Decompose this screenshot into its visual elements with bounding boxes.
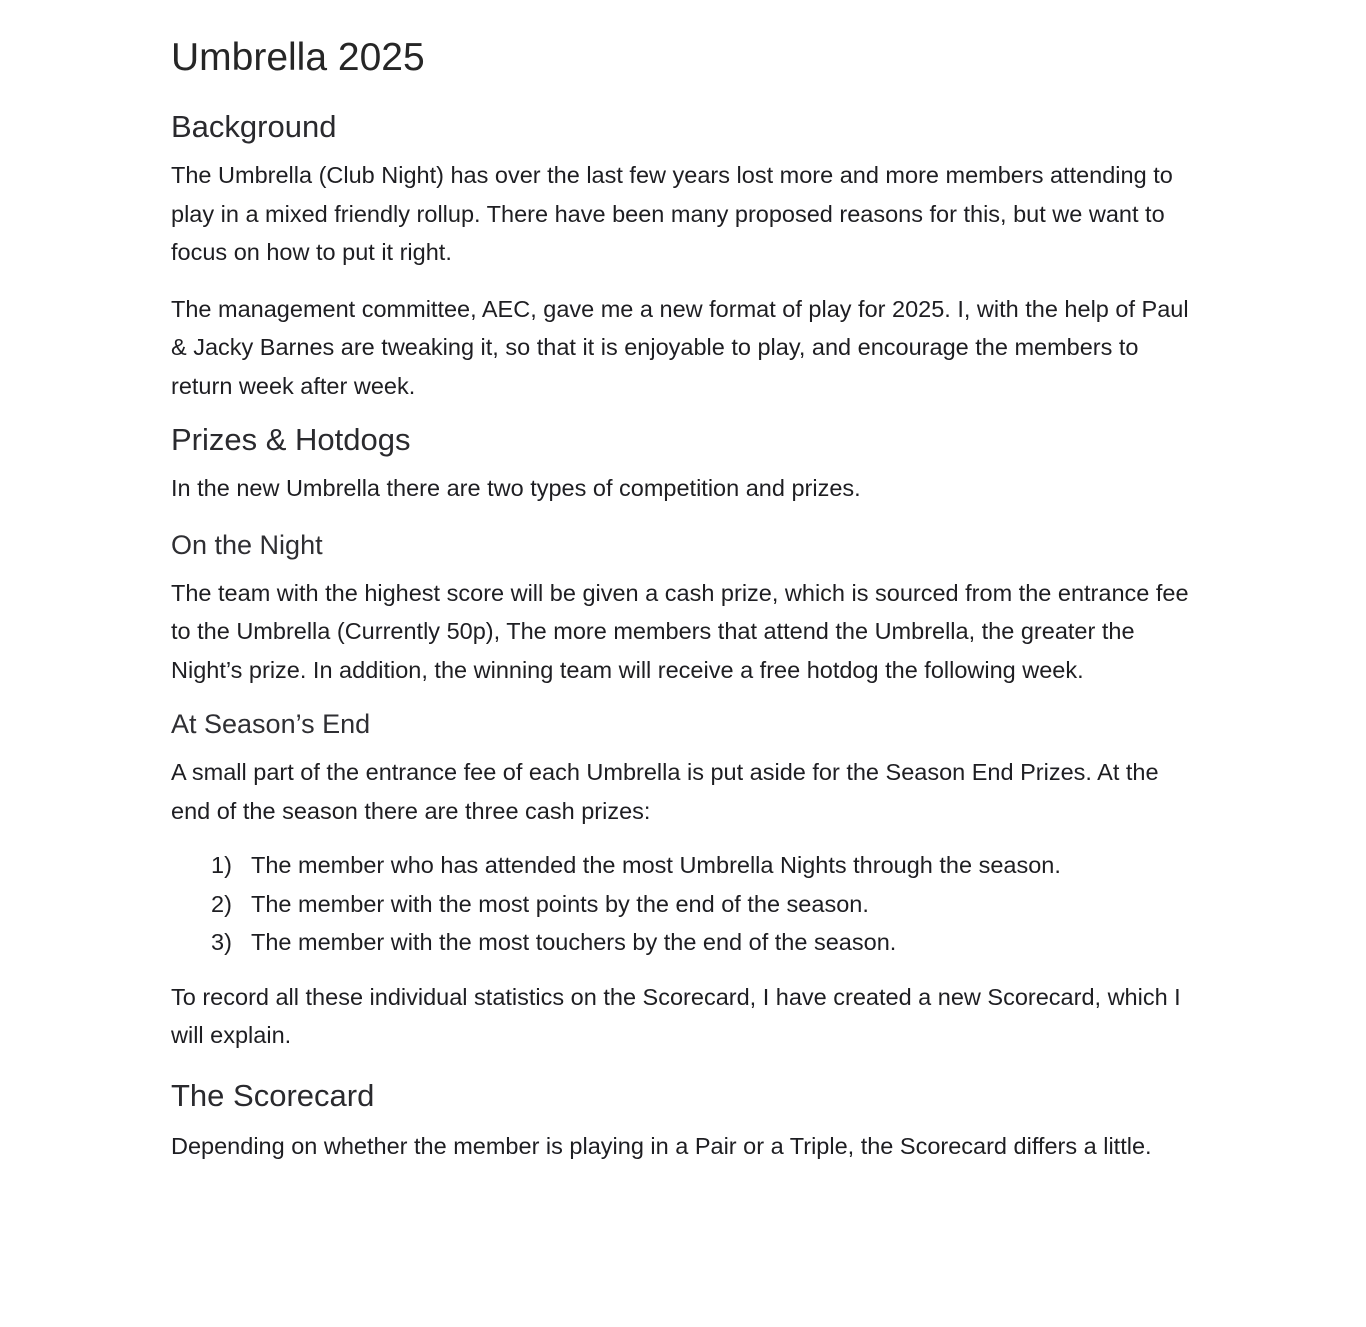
list-item-number: 2) xyxy=(211,890,232,917)
document-page xyxy=(171,30,1201,1165)
scorecard-paragraph: Depending on whether the member is playing in a Pair or a Triple, the Scorecard differs a little. xyxy=(171,1132,1152,1159)
prizes-intro-paragraph: In the new Umbrella there are two types of competition and prizes. xyxy=(171,475,861,501)
season-prize-list xyxy=(171,846,1201,962)
background-paragraph-2: The management committee, AEC, gave me a new format of play for 2025. I, with the help of Paul & Jacky Barnes are tweaking it, so that it is enjoyable to play, and encourage the members to return week after week. xyxy=(171,295,1189,399)
heading-seasons-end: At Season’s End xyxy=(171,709,371,739)
seasons-end-paragraph: A small part of the entrance fee of each Umbrella is put aside for the Season End Prizes. At the end of the season there are three cash prizes: xyxy=(171,759,1159,824)
list-item xyxy=(171,923,1201,962)
list-item-number: 1) xyxy=(211,852,232,878)
background-paragraph-1: The Umbrella (Club Night) has over the last few years lost more and more members attending to play in a mixed friendly rollup. There have been many proposed reasons for this, but we want to focus on how to put it right. xyxy=(171,162,1173,265)
heading-on-the-night: On the Night xyxy=(171,529,323,560)
list-item-text: The member with the most touchers by the end of the season. xyxy=(251,929,897,955)
heading-prizes-hotdogs: Prizes & Hotdogs xyxy=(171,422,411,457)
list-item-text: The member who has attended the most Umbrella Nights through the season. xyxy=(251,852,1061,878)
list-item xyxy=(171,885,1201,924)
list-item-text: The member with the most points by the end of the season. xyxy=(251,890,869,917)
scorecard-intro-paragraph: To record all these individual statistics on the Scorecard, I have created a new Scorecard, which I will explain. xyxy=(171,983,1181,1048)
heading-the-scorecard: The Scorecard xyxy=(171,1077,375,1113)
on-the-night-paragraph: The team with the highest score will be given a cash prize, which is sourced from the entrance fee to the Umbrella (Currently 50p), The more members that attend the Umbrella, the greater the Night’s prize. In addition, the winning team will receive a free hotdog the following week. xyxy=(171,579,1189,683)
heading-background: Background xyxy=(171,109,337,144)
list-item-number: 3) xyxy=(211,929,232,955)
list-item xyxy=(171,846,1201,885)
document-title: Umbrella 2025 xyxy=(171,36,425,79)
